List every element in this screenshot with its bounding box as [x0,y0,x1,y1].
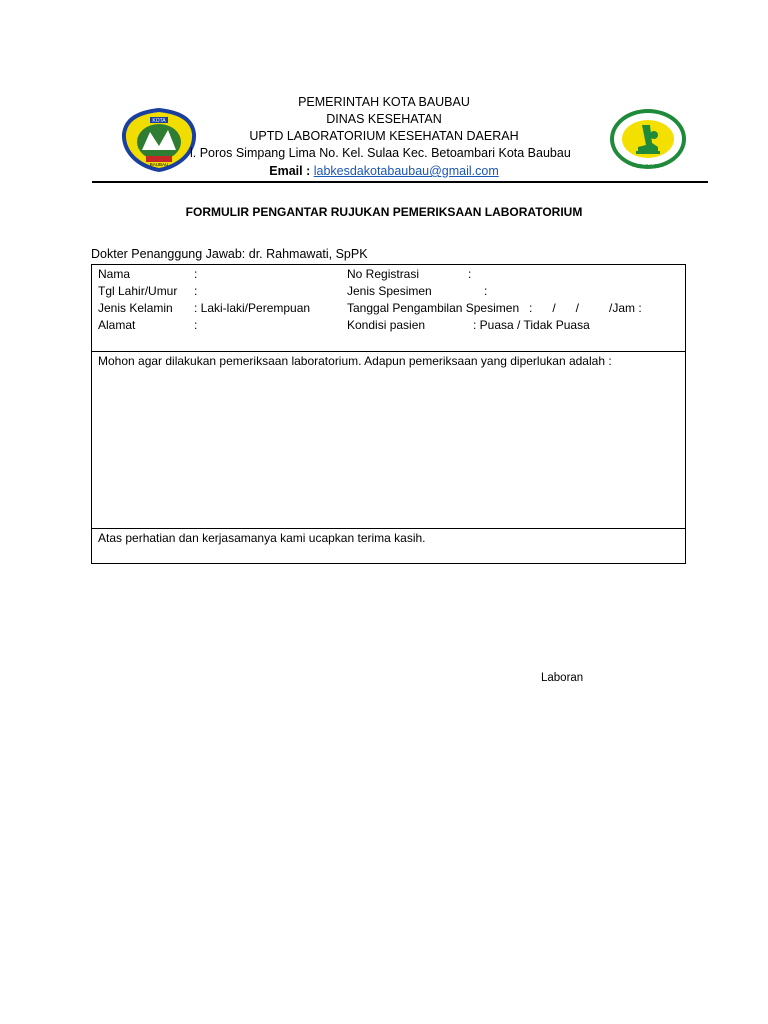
svg-text:KOTA: KOTA [152,118,166,124]
email-line [150,163,618,180]
svg-text:KOTA BAUBAU: KOTA BAUBAU [632,163,664,168]
signature-label: Laboran [541,672,584,684]
dob-age-label: Tgl Lahir/Umur [98,284,178,298]
gender-value[interactable]: : Laki-laki/Perempuan [194,301,311,315]
collection-date-label: Tanggal Pengambilan Spesimen [347,301,520,315]
registration-label: No Registrasi [347,267,420,281]
microscope-emblem-icon [608,107,688,171]
department-name: DINAS KESEHATAN [326,112,442,126]
header-divider [92,181,708,183]
patient-condition-label: Kondisi pasien [347,318,426,332]
svg-text:BAUBAU: BAUBAU [149,162,169,167]
responsible-doctor: Dokter Penanggung Jawab: dr. Rahmawati, SpPK [91,247,368,261]
address: l. Poros Simpang Lima No. Kel. Sulaa Kec. Betoambari Kota Baubau [190,146,571,160]
government-name: PEMERINTAH KOTA BAUBAU [298,95,470,109]
specimen-type-label: Jenis Spesimen [347,284,432,298]
closing-text: Atas perhatian dan kerjasamanya kami ucapkan terima kasih. [98,531,426,545]
patient-info-box [91,264,686,352]
address-value[interactable]: : [194,318,198,332]
collection-date-value[interactable]: : / / /Jam : [529,301,642,315]
email-link[interactable]: labkesdakotabaubau@gmail.com [313,164,499,178]
exam-request-box[interactable] [91,351,686,529]
name-label: Nama [98,267,131,281]
gender-label: Jenis Kelamin [98,301,173,315]
unit-name: UPTD LABORATORIUM KESEHATAN DAERAH [249,129,519,143]
closing-box [91,528,686,564]
address-label: Alamat [98,318,136,332]
registration-value[interactable]: : [468,267,472,281]
email-label: Email : [269,164,314,178]
name-value[interactable]: : [194,267,198,281]
form-title: FORMULIR PENGANTAR RUJUKAN PEMERIKSAAN LABORATORIUM [185,205,583,219]
lab-logo-right [608,107,688,171]
request-text: Mohon agar dilakukan pemeriksaan laboratorium. Adapun pemeriksaan yang diperlukan adalah : [98,354,612,368]
patient-condition-value[interactable]: : Puasa / Tidak Puasa [473,318,590,332]
dob-age-value[interactable]: : [194,284,198,298]
specimen-type-value[interactable]: : [484,284,488,298]
